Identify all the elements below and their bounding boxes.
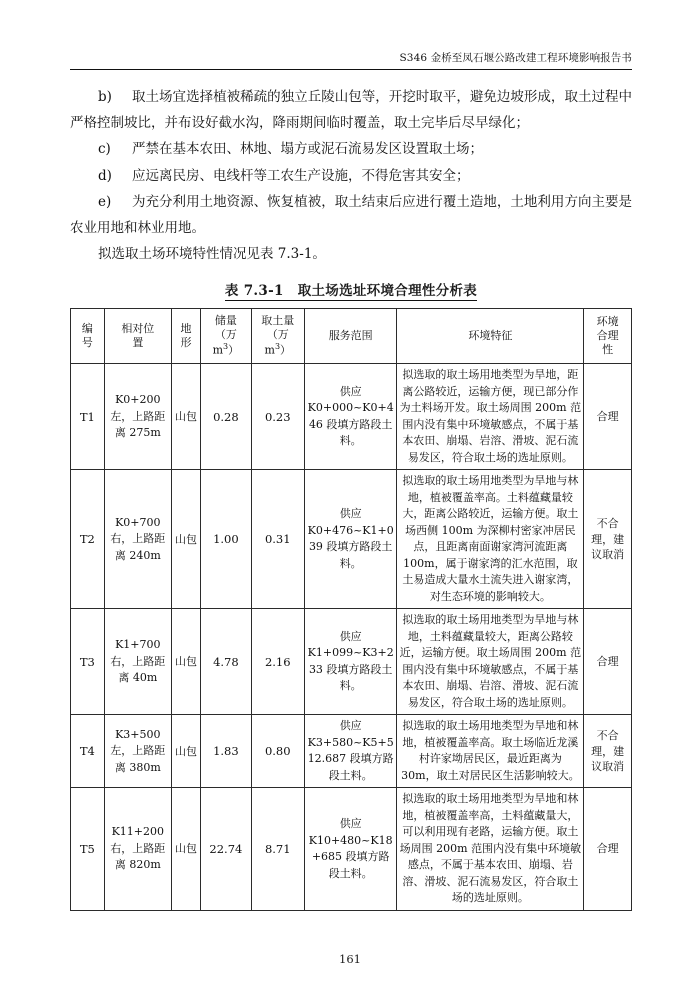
cell-environment: 拟选取的取土场用地类型为旱地与林地，植被覆盖率高。土料蕴藏量较大，距离公路较近，运输方便。取土场西侧 100m 为深柳村密家冲居民点，且距离南面谢家湾河流距离 100m，属于谢家湾的汇水范围，取土易造成大量水土流失进入谢家湾，对生态环境的影响较大。 — [397, 470, 584, 609]
cell-rationality: 合理 — [584, 609, 632, 715]
cell-extraction: 2.16 — [251, 609, 304, 715]
cell-service-scope: 供应 K3+580~K5+512.687 段填方路段土料。 — [304, 715, 397, 788]
table-header-row — [71, 308, 632, 364]
list-item — [70, 84, 632, 137]
list-item — [70, 163, 632, 189]
table-row — [71, 715, 632, 788]
borrow-site-analysis-table — [70, 308, 632, 911]
cell-id: T1 — [71, 364, 105, 470]
table-body — [71, 364, 632, 911]
table-row — [71, 364, 632, 470]
cell-id: T5 — [71, 788, 105, 911]
cell-terrain: 山包 — [171, 715, 200, 788]
cell-position: K0+700 右，上路距离 240m — [104, 470, 171, 609]
cell-extraction: 0.23 — [251, 364, 304, 470]
table-caption-number: 表 7.3-1 — [224, 282, 284, 299]
list-marker: d) — [98, 167, 112, 184]
table-row — [71, 609, 632, 715]
table-caption-title: 取土场选址环境合理性分析表 — [297, 282, 478, 299]
table-row — [71, 788, 632, 911]
cell-rationality: 不合理，建议取消 — [584, 470, 632, 609]
cell-environment: 拟选取的取土场用地类型为旱地和林地，植被覆盖率高。取土场临近龙溪村许家坳居民区，最近距离为 30m，取土对居民区生活影响较大。 — [397, 715, 584, 788]
cell-id: T4 — [71, 715, 105, 788]
cell-environment: 拟选取的取土场用地类型为旱地，距离公路较近，运输方便，现已部分作为土料场开发。取土场周围 200m 范围内没有集中环境敏感点，不属于基本农田、崩塌、岩溶、滑坡、泥石流易发区，符合取土场的选址原则。 — [397, 364, 584, 470]
list-item-text: 应远离民房、电线杆等工农生产设施，不得危害其安全； — [132, 167, 470, 184]
cell-service-scope: 供应 K1+099~K3+233 段填方路段土料。 — [304, 609, 397, 715]
list-item — [70, 189, 632, 242]
page-number: 161 — [339, 952, 361, 966]
column-header-rationality: 环境 合理 性 — [584, 308, 632, 364]
body-content — [70, 84, 632, 268]
cell-reserve: 1.83 — [201, 715, 251, 788]
column-header-environment: 环境特征 — [397, 308, 584, 364]
cell-terrain: 山包 — [171, 470, 200, 609]
column-header-extraction: 取土量 （万 $m^3$） — [251, 308, 304, 364]
cell-rationality: 合理 — [584, 788, 632, 911]
header-divider — [70, 69, 632, 70]
cell-rationality: 不合理，建议取消 — [584, 715, 632, 788]
cell-terrain: 山包 — [171, 364, 200, 470]
list-item — [70, 136, 632, 162]
table-caption — [70, 279, 632, 301]
cell-reserve: 22.74 — [201, 788, 251, 911]
cell-terrain: 山包 — [171, 609, 200, 715]
column-header-terrain: 地 形 — [171, 308, 200, 364]
cell-reserve: 4.78 — [201, 609, 251, 715]
cell-service-scope: 供应 K0+476~K1+039 段填方路段土料。 — [304, 470, 397, 609]
cell-position: K3+500 左，上路距离 380m — [104, 715, 171, 788]
cell-service-scope: 供应 K0+000~K0+446 段填方路段土料。 — [304, 364, 397, 470]
cell-reserve: 0.28 — [201, 364, 251, 470]
list-item-text: 为充分利用土地资源、恢复植被，取土结束后应进行覆土造地，土地利用方向主要是农业用地和林业用地。 — [70, 193, 632, 237]
list-item-text: 取土场宜选择植被稀疏的独立丘陵山包等，开挖时取平，避免边坡形成，取土过程中严格控制坡比，并布设好截水沟，降雨期间临时覆盖，取土完毕后尽早绿化； — [70, 88, 632, 131]
running-header: S346 金桥至凤石堰公路改建工程环境影响报告书 — [399, 52, 632, 64]
column-header-service-scope: 服务范围 — [304, 308, 397, 364]
list-marker: b) — [98, 88, 112, 105]
cell-service-scope: 供应 K10+480~K18+685 段填方路段土料。 — [304, 788, 397, 911]
column-header-position: 相对位 置 — [104, 308, 171, 364]
list-item-text: 严禁在基本农田、林地、塌方或泥石流易发区设置取土场； — [132, 141, 483, 158]
cell-position: K0+200 左，上路距离 275m — [104, 364, 171, 470]
cell-extraction: 8.71 — [251, 788, 304, 911]
column-header-reserve: 储量 （万 $m^3$） — [201, 308, 251, 364]
cell-rationality: 合理 — [584, 364, 632, 470]
cell-extraction: 0.31 — [251, 470, 304, 609]
table-reference-paragraph: 拟选取土场环境特性情况见表 7.3-1。 — [98, 246, 326, 263]
cell-extraction: 0.80 — [251, 715, 304, 788]
list-marker: c) — [98, 141, 111, 158]
cell-position: K1+700 右，上路距离 40m — [104, 609, 171, 715]
cell-reserve: 1.00 — [201, 470, 251, 609]
cell-position: K11+200 右，上路距离 820m — [104, 788, 171, 911]
cell-id: T3 — [71, 609, 105, 715]
cell-environment: 拟选取的取土场用地类型为旱地和林地，植被覆盖率高，土料蕴藏量大，可以利用现有老路，运输方便。取土场周围 200m 范围内没有集中环境敏感点，不属于基本农田、崩塌、岩溶、滑坡、泥石流易发区，符合取土场的选址原则。 — [397, 788, 584, 911]
cell-environment: 拟选取的取土场用地类型为旱地与林地，土料蕴藏量较大，距离公路较近，运输方便。取土场周围 200m 范围内没有集中环境敏感点，不属于基本农田、崩塌、岩溶、滑坡、泥石流易发区，符合取土场的选址原则。 — [397, 609, 584, 715]
column-header-id: 编 号 — [71, 308, 105, 364]
cell-id: T2 — [71, 470, 105, 609]
cell-terrain: 山包 — [171, 788, 200, 911]
list-marker: e) — [98, 193, 112, 210]
table-row — [71, 470, 632, 609]
